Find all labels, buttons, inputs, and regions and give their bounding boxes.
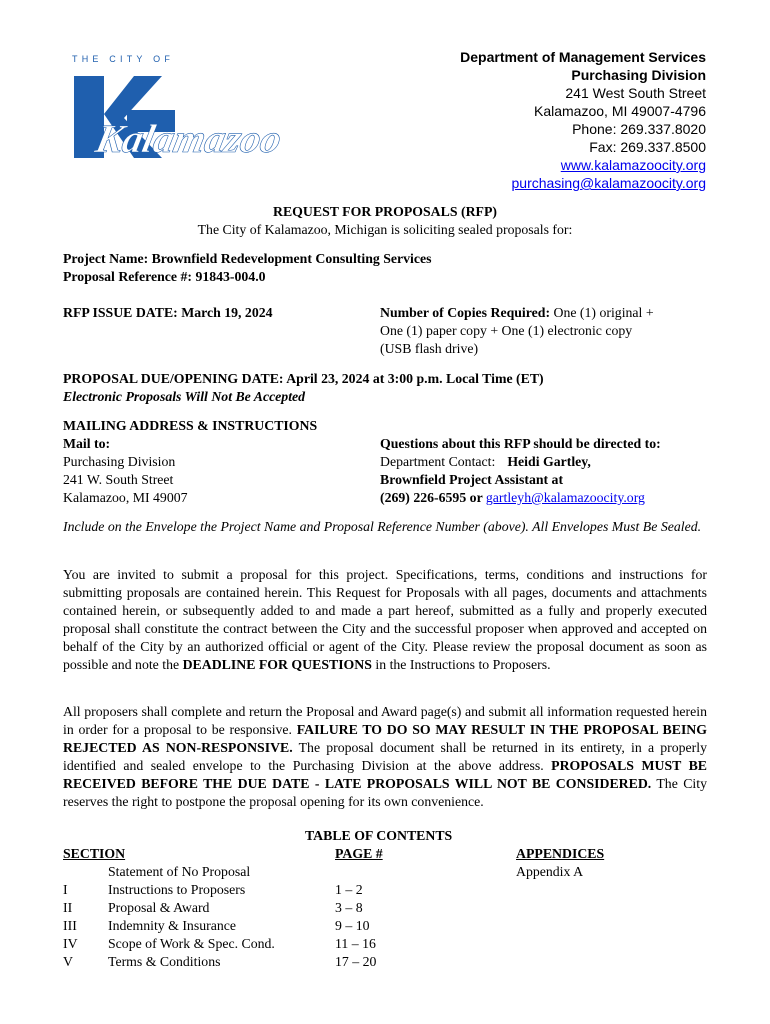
dept-phone: Phone: 269.337.8020 <box>572 121 706 137</box>
rfp-issue-date: RFP ISSUE DATE: March 19, 2024 <box>63 305 273 320</box>
questions-heading: Questions about this RFP should be directed to: <box>380 436 661 451</box>
mail-to-label: Mail to: <box>63 436 111 451</box>
copies-line-2: One (1) paper copy + One (1) electronic copy <box>380 323 633 338</box>
toc-row-0-name: Statement of No Proposal <box>108 864 251 879</box>
para1-text-after: in the Instructions to Proposers. <box>371 657 551 672</box>
project-name: Project Name: Brownfield Redevelopment Consulting Services <box>63 251 432 266</box>
copies-line-3: (USB flash drive) <box>380 341 479 356</box>
contact-phone: (269) 226-6595 or <box>380 490 486 505</box>
toc-row-2-pages: 3 – 8 <box>335 900 363 915</box>
toc-appendices-header: APPENDICES <box>516 846 605 861</box>
toc-row-1-num: I <box>63 882 68 897</box>
toc-appendix-a: Appendix A <box>516 864 584 879</box>
toc-row-2-num: II <box>63 900 73 915</box>
kalamazoo-logo-mark <box>72 66 286 176</box>
city-logo <box>72 54 286 174</box>
mail-line-2: 241 W. South Street <box>63 472 174 487</box>
dept-fax: Fax: 269.337.8500 <box>589 139 706 155</box>
mail-line-3: Kalamazoo, MI 49007 <box>63 490 188 505</box>
toc-row-3-pages: 9 – 10 <box>335 918 370 933</box>
logo-top-text: THE CITY OF <box>72 54 175 64</box>
proposal-reference: Proposal Reference #: 91843-004.0 <box>63 269 266 284</box>
contact-phone-email <box>380 489 645 507</box>
late-proposals-warning: PROPOSALS MUST BE RECEIVED BEFORE THE DUE DATE - LATE PROPOSALS WILL NOT BE CONSIDERED. <box>63 758 707 791</box>
toc-row-1-pages: 1 – 2 <box>335 882 363 897</box>
toc-row-5-pages: 17 – 20 <box>335 954 377 969</box>
purchasing-email-link[interactable]: purchasing@kalamazoocity.org <box>511 175 706 191</box>
dept-street: 241 West South Street <box>565 85 706 101</box>
para2-text-1: All proposers shall complete and return the Proposal and Award page(s) and submit all information requested herein in order for a proposal to be responsive. <box>63 704 707 737</box>
para1-text-before: You are invited to submit a proposal for this project. Specifications, terms, conditions and instructions for submitting proposals are contained herein. This Request for Proposals with all pages, documents and attachments contained herein, or subsequently added to and made a part hereof, submitted as a fully and properly executed proposal shall constitute the contract between the City and the successful proposer when approved and accepted on behalf of the City by an authorized official or agent of the City. Please review the proposal document as soon as possible and note the <box>63 567 707 672</box>
failure-warning: FAILURE TO DO SO MAY RESULT IN THE PROPOSAL BEING REJECTED AS NON-RESPONSIVE. <box>63 722 708 755</box>
no-electronic-proposals: Electronic Proposals Will Not Be Accepted <box>63 389 306 404</box>
toc-row-3-num: III <box>63 918 77 933</box>
dept-city: Kalamazoo, MI 49007-4796 <box>534 103 706 119</box>
logo-wordmark: Kalamazoo <box>91 116 286 161</box>
invitation-paragraph <box>63 566 707 674</box>
toc-row-5-name: Terms & Conditions <box>108 954 221 969</box>
contact-label: Department Contact: <box>380 454 496 469</box>
website-link[interactable]: www.kalamazoocity.org <box>560 157 706 173</box>
toc-row-4-name: Scope of Work & Spec. Cond. <box>108 936 275 951</box>
division-name: Purchasing Division <box>571 67 706 83</box>
mail-line-1: Purchasing Division <box>63 454 176 469</box>
toc-row-4-pages: 11 – 16 <box>335 936 376 951</box>
department-contact <box>380 453 591 471</box>
department-name: Department of Management Services <box>460 49 706 65</box>
deadline-for-questions: DEADLINE FOR QUESTIONS <box>182 657 372 672</box>
rfp-title: REQUEST FOR PROPOSALS (RFP) <box>273 204 497 219</box>
requirements-paragraph <box>63 703 707 811</box>
toc-row-5-num: V <box>63 954 73 969</box>
para2-text-2: The proposal document shall be returned in its entirety, in a properly identified and sealed envelope to the Purchasing Division at the above address. <box>63 740 707 773</box>
para2-text-3: The City reserves the right to postpone the proposal opening for its own convenience. <box>63 776 707 809</box>
toc-page-header: PAGE # <box>335 846 383 861</box>
contact-title: Brownfield Project Assistant at <box>380 472 564 487</box>
toc-row-4-num: IV <box>63 936 78 951</box>
contact-name: Heidi Gartley, <box>507 454 591 469</box>
rfp-intro: The City of Kalamazoo, Michigan is soliciting sealed proposals for: <box>197 222 573 237</box>
copies-required <box>380 304 654 322</box>
contact-email-link[interactable]: gartleyh@kalamazoocity.org <box>485 490 645 505</box>
copies-label: Number of Copies Required: <box>380 305 551 320</box>
toc-row-2-name: Proposal & Award <box>108 900 210 915</box>
envelope-note: Include on the Envelope the Project Name and Proposal Reference Number (above). All Envelopes Must Be Sealed. <box>63 519 702 534</box>
toc-row-3-name: Indemnity & Insurance <box>108 918 236 933</box>
proposal-due-date: PROPOSAL DUE/OPENING DATE: April 23, 2024 at 3:00 p.m. Local Time (ET) <box>63 371 544 386</box>
mailing-heading: MAILING ADDRESS & INSTRUCTIONS <box>63 418 318 433</box>
toc-section-header: SECTION <box>63 846 126 861</box>
department-address-block <box>460 48 706 192</box>
toc-row-1-name: Instructions to Proposers <box>108 882 246 897</box>
toc-title: TABLE OF CONTENTS <box>305 828 453 843</box>
copies-line-1: One (1) original + <box>550 305 654 320</box>
